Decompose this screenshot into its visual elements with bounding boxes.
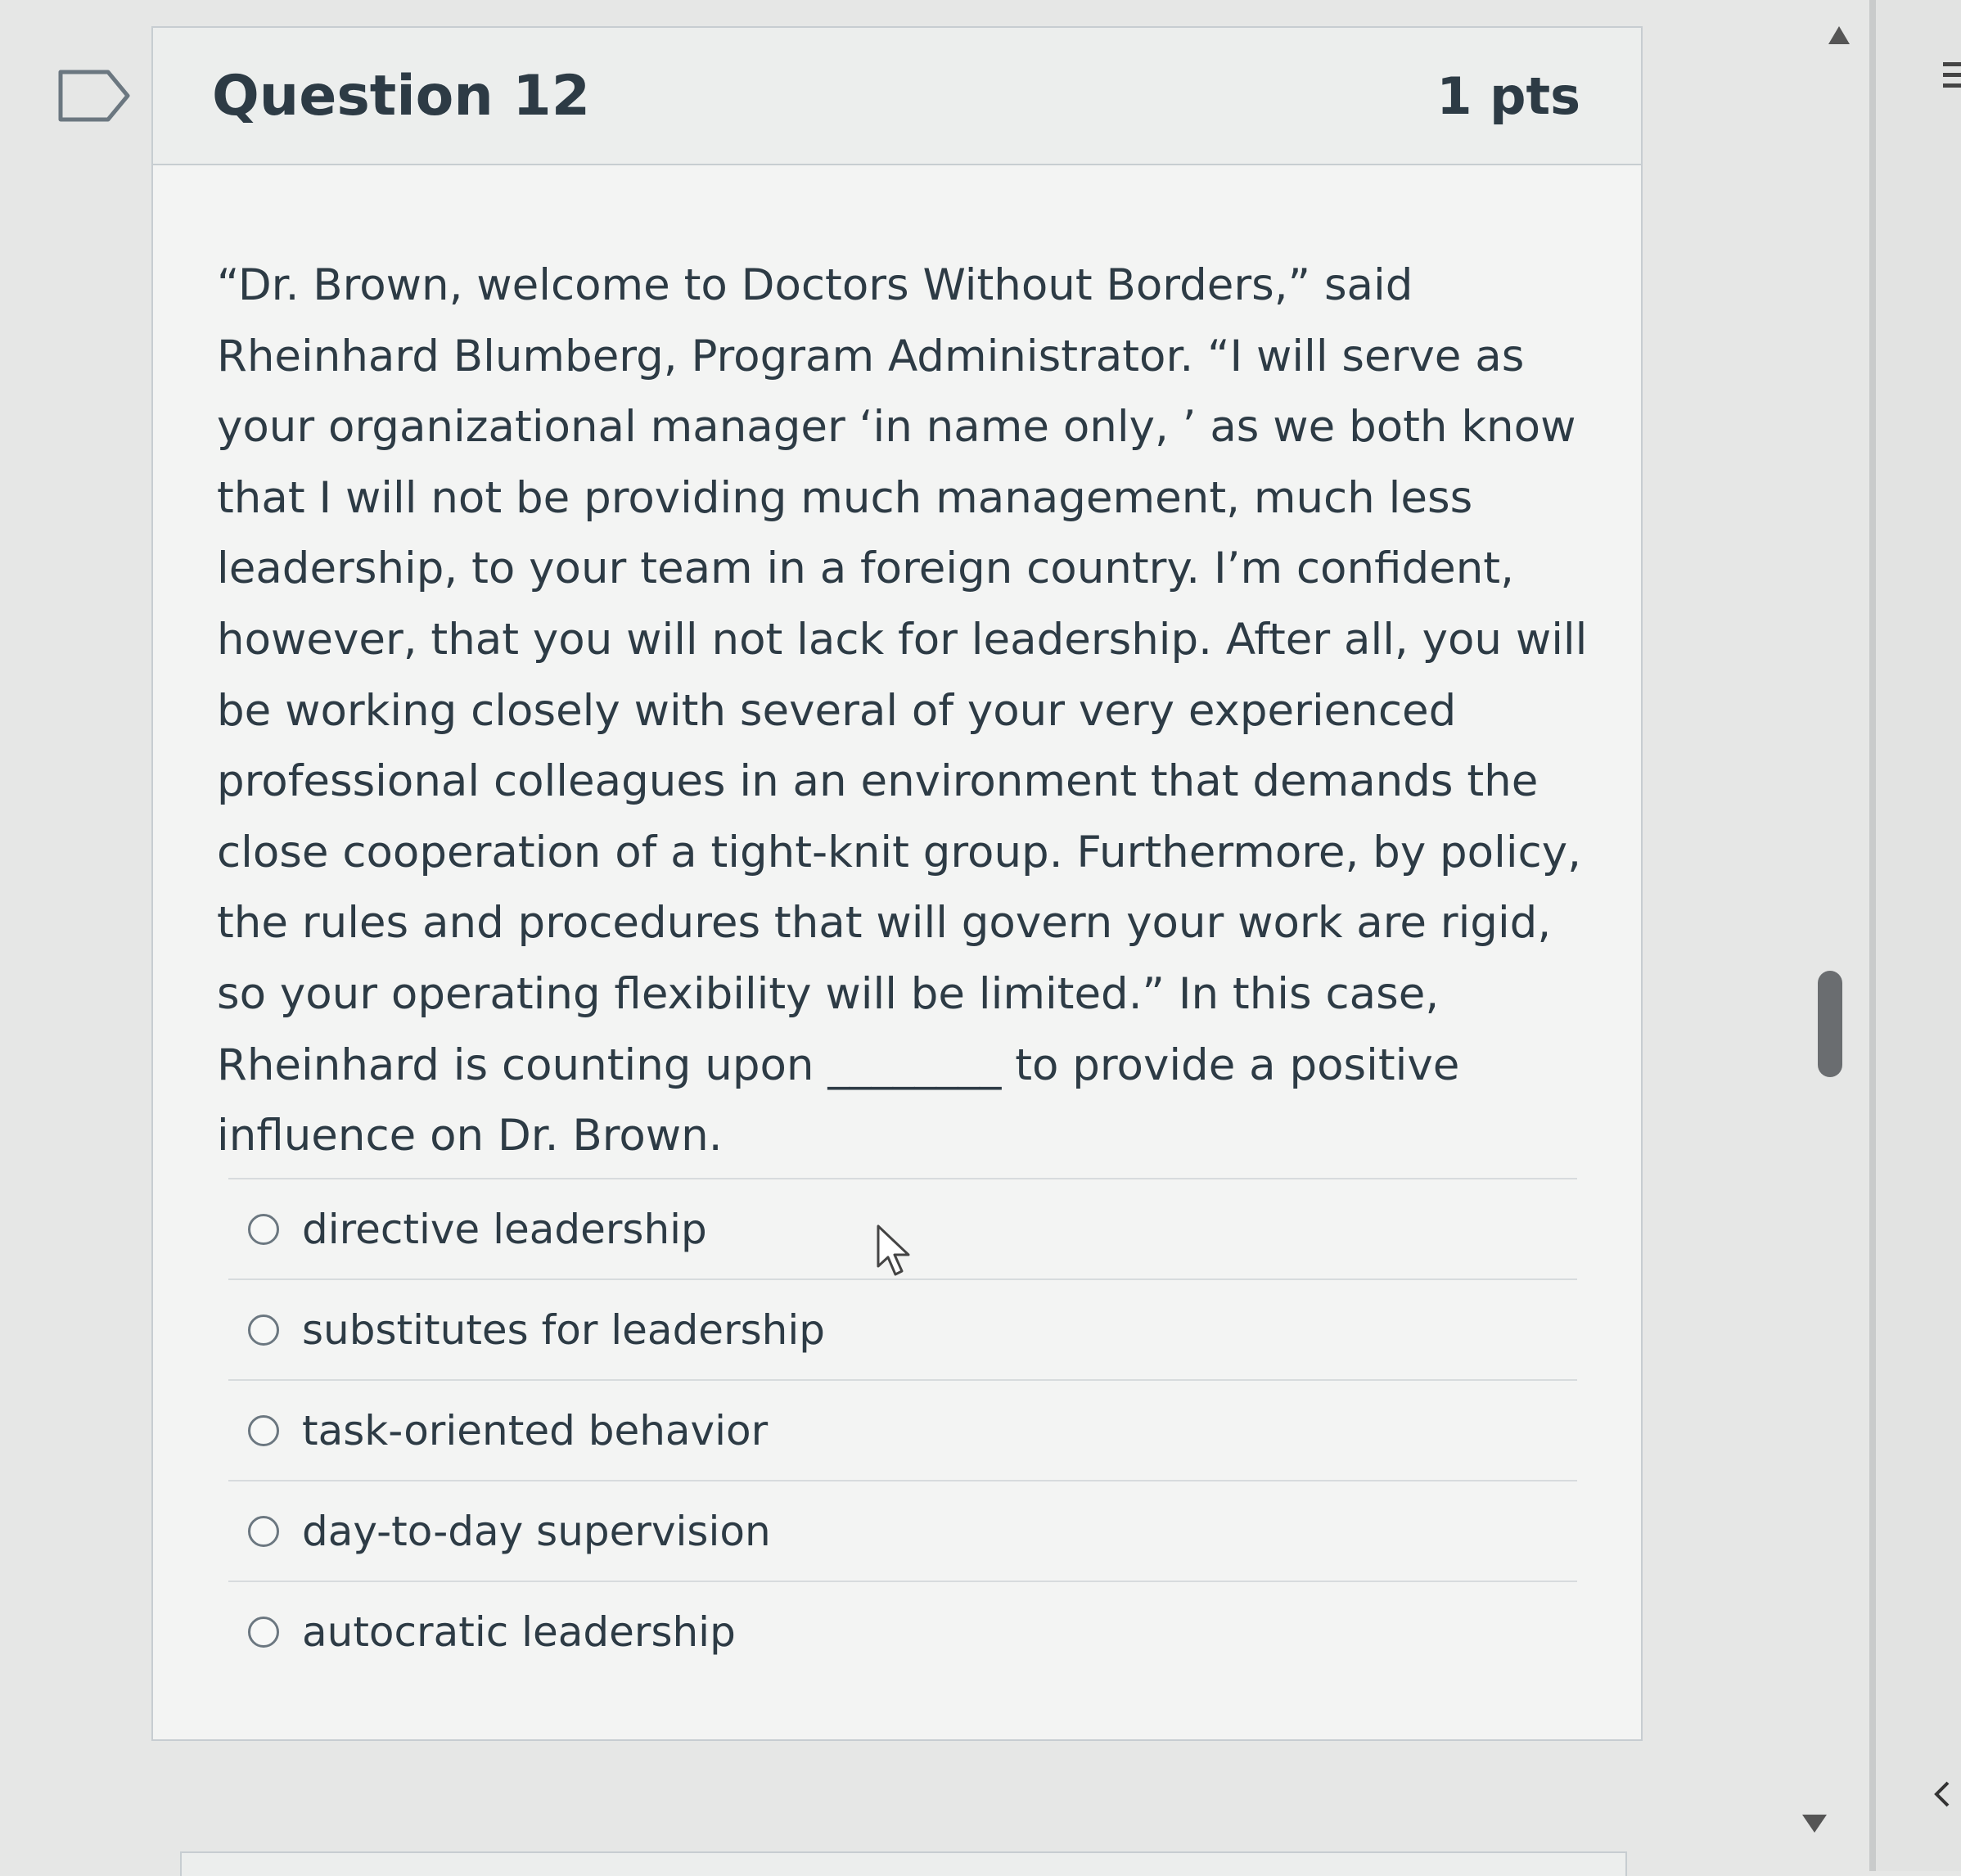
pane-divider: [1869, 0, 1876, 1871]
question-points: 1 pts: [1436, 65, 1580, 126]
flag-question-icon[interactable]: [57, 69, 131, 123]
answer-label[interactable]: directive leadership: [302, 1205, 707, 1253]
scroll-up-arrow-icon[interactable]: [1827, 25, 1851, 46]
scrollbar[interactable]: [1814, 0, 1855, 1871]
radio-button[interactable]: [248, 1617, 279, 1648]
answer-option[interactable]: [228, 1480, 1577, 1581]
radio-button[interactable]: [248, 1315, 279, 1346]
answer-label[interactable]: substitutes for leadership: [302, 1306, 825, 1354]
radio-button[interactable]: [248, 1214, 279, 1245]
radio-button[interactable]: [248, 1516, 279, 1547]
scroll-down-arrow-icon[interactable]: [1801, 1813, 1828, 1834]
scrollbar-thumb[interactable]: [1818, 971, 1842, 1077]
answer-label[interactable]: autocratic leadership: [302, 1608, 736, 1656]
answer-option[interactable]: [228, 1278, 1577, 1379]
answer-label[interactable]: day-to-day supervision: [302, 1507, 771, 1555]
question-text: “Dr. Brown, welcome to Doctors Without Borders,” said Rheinhard Blumberg, Program Administrator. “I will serve as your organizational manager ‘in name only, ’ as we both know that I will not be providing much management, much less leadership, to your team in a foreign country. I’m confident, however, that you will not lack for leadership. After all, you will be working closely with several of your very experienced professional colleagues in an environment that demands the close cooperation of a tight-knit group. Furthermore, by policy, the rules and procedures that will govern your work are rigid, so your operating flexibility will be limited.” In this case, Rheinhard is counting upon ________ to provide a positive influence on Dr. Brown.: [217, 260, 1588, 1161]
mouse-pointer-icon: [876, 1224, 917, 1279]
chevron-left-icon[interactable]: [1930, 1778, 1954, 1811]
radio-button[interactable]: [248, 1415, 279, 1446]
answer-label[interactable]: task-oriented behavior: [302, 1406, 769, 1454]
question-title: Question 12: [212, 63, 591, 129]
question-header: [153, 28, 1641, 165]
side-panel: [1876, 0, 1961, 1871]
menu-icon[interactable]: [1941, 57, 1961, 93]
next-question-card: [180, 1851, 1627, 1876]
answer-option[interactable]: [228, 1379, 1577, 1480]
question-card: [151, 26, 1643, 1741]
answer-option[interactable]: [228, 1581, 1577, 1681]
